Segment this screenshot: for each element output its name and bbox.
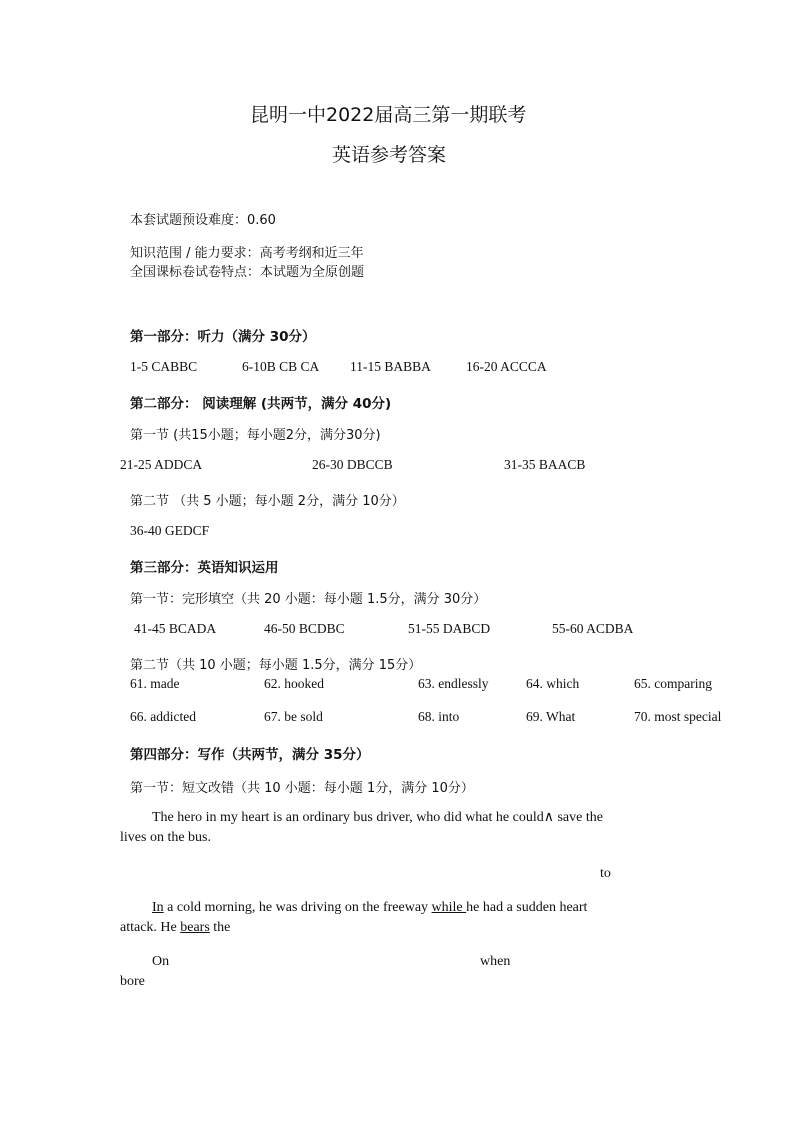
part3-heading: 第三部分：英语知识运用: [130, 560, 279, 576]
part2-section1-answer: 21-25 ADDCA: [120, 457, 203, 472]
part3-section2-label: 第二节（共 10 小题；每小题 1.5分，满分 15分）: [130, 658, 422, 673]
part4-section1-label: 第一节：短文改错（共 10 小题：每小题 1分，满分 10分）: [130, 781, 474, 796]
answer-word: 67. be sold: [264, 709, 323, 724]
essay-text-segment: the: [209, 920, 231, 935]
correction-word: On: [152, 954, 170, 969]
error-word: In: [152, 900, 164, 915]
essay-text-segment: a cold morning, he was driving on the freeway: [163, 900, 432, 915]
essay-paragraph-line: [120, 920, 230, 936]
part2-section2-label: 第二节 （共 5 小题；每小题 2分，满分 10分）: [130, 494, 405, 509]
scope-text: 知识范围 / 能力要求：高考考纲和近三年: [130, 246, 364, 261]
essay-paragraph-line: The hero in my heart is an ordinary bus driver, who did what he could∧ save the: [152, 810, 603, 825]
part2-section1-label: 第一节 (共15小题；每小题2分，满分30分): [130, 428, 381, 443]
answer-word: 66. addicted: [130, 709, 196, 724]
answer-word: 65. comparing: [634, 676, 712, 691]
error-word: bears: [180, 920, 210, 935]
part3-section1-answer: 41-45 BCADA: [134, 621, 217, 636]
answer-word: 63. endlessly: [418, 676, 489, 691]
part2-section1-answer: 26-30 DBCCB: [312, 457, 393, 472]
correction-word: bore: [120, 974, 145, 989]
part3-section1-label: 第一节：完形填空（共 20 小题：每小题 1.5分，满分 30分）: [130, 592, 487, 607]
answer-word: 64. which: [526, 676, 580, 691]
correction-word: to: [600, 866, 611, 881]
part3-section1-answer: 51-55 DABCD: [408, 621, 491, 636]
difficulty-text: 本套试题预设难度：0.60: [130, 213, 276, 228]
part4-heading: 第四部分：写作（共两节，满分 35分）: [130, 747, 370, 763]
part1-heading: 第一部分：听力（满分 30分）: [130, 329, 316, 345]
part3-section1-answer: 55-60 ACDBA: [552, 621, 634, 636]
answer-word: 62. hooked: [264, 676, 324, 691]
part1-answer: 6-10B CB CA: [242, 359, 320, 374]
features-text: 全国课标卷试卷特点：本试题为全原创题: [130, 265, 365, 280]
essay-text-segment: attack. He: [120, 920, 181, 935]
part2-section1-answer: 31-35 BAACB: [504, 457, 586, 472]
page-subtitle: 英语参考答案: [332, 144, 447, 166]
answer-word: 68. into: [418, 709, 460, 724]
page-title: 昆明一中2022届高三第一期联考: [250, 104, 527, 126]
essay-text-segment: he had a sudden heart: [466, 900, 588, 915]
part2-heading: 第二部分： 阅读理解 (共两节，满分 40分): [130, 396, 392, 412]
essay-paragraph-line: lives on the bus.: [120, 830, 211, 845]
part3-section1-answer: 46-50 BCDBC: [264, 621, 345, 636]
part1-answer: 16-20 ACCCA: [466, 359, 547, 374]
answer-word: 70. most special: [634, 709, 722, 724]
error-word: while: [431, 900, 467, 915]
answer-word: 69. What: [526, 709, 576, 724]
part1-answer: 11-15 BABBA: [350, 359, 431, 374]
correction-word: when: [480, 954, 511, 969]
part2-section2-answer: 36-40 GEDCF: [130, 523, 210, 538]
part1-answer: 1-5 CABBC: [130, 359, 198, 374]
essay-paragraph-line: [152, 900, 587, 916]
answer-word: 61. made: [130, 676, 180, 691]
